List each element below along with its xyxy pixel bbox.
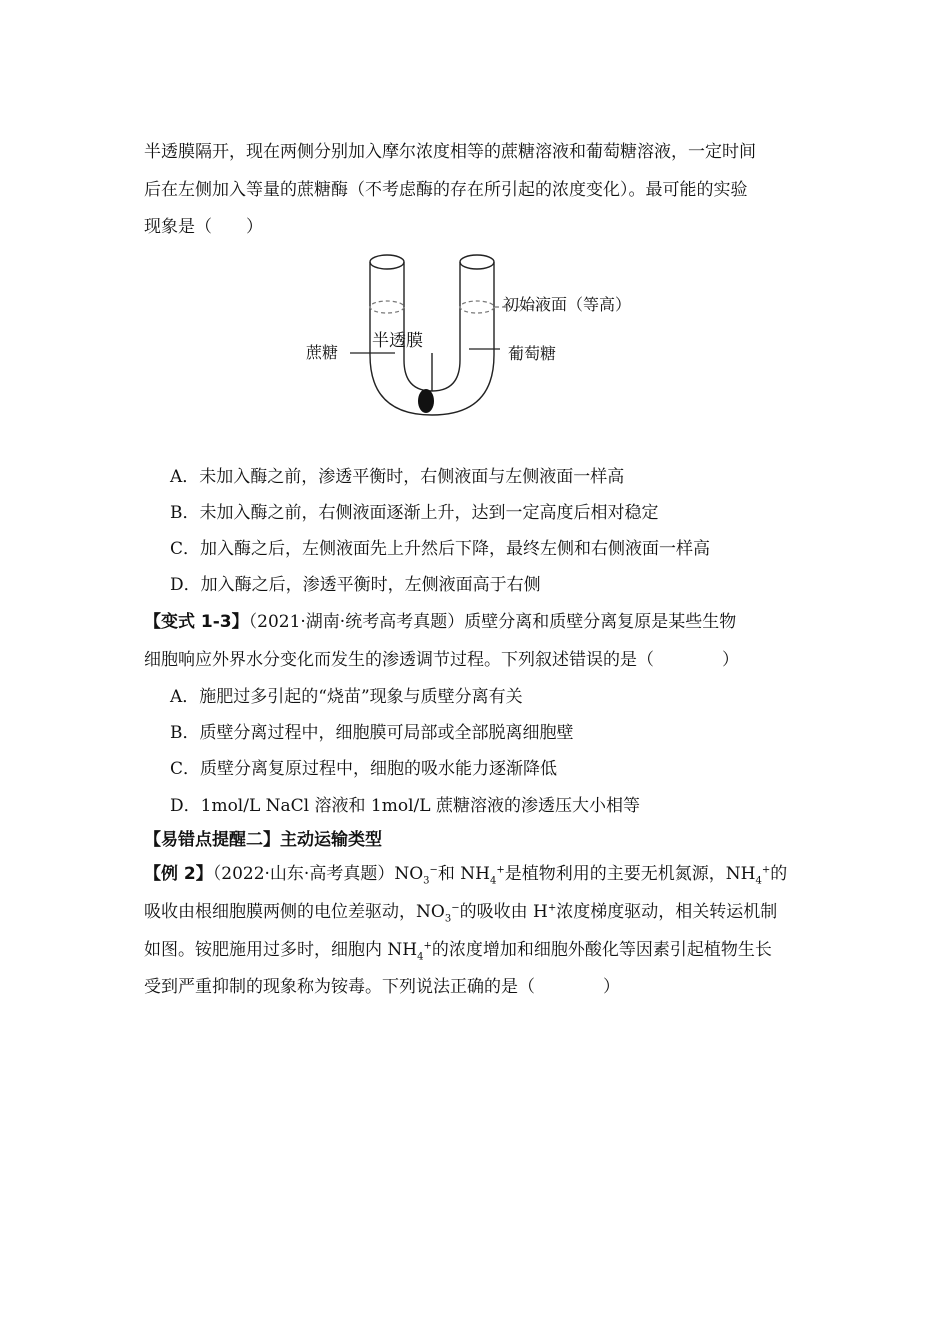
- q2-option-d: D．1mol/L NaCl 溶液和 1mol/L 蔗糖溶液的渗透压大小相等: [170, 796, 640, 816]
- q2-option-a: A．施肥过多引起的“烧苗”现象与质壁分离有关: [170, 687, 523, 707]
- superscript: +: [496, 864, 505, 876]
- q3-text: 和 NH: [437, 864, 491, 884]
- q3-text: 吸收由根细胞膜两侧的电位差驱动，NO: [144, 902, 445, 922]
- superscript: −: [451, 902, 460, 914]
- q2-option-c: C．质壁分离复原过程中，细胞的吸水能力逐渐降低: [170, 759, 558, 779]
- label-glucose: 葡萄糖: [508, 344, 557, 363]
- q1-option-d: D．加入酶之后，渗透平衡时，左侧液面高于右侧: [170, 575, 541, 595]
- superscript: −: [429, 864, 438, 876]
- superscript: +: [547, 902, 557, 914]
- q3-text: 浓度梯度驱动，相关转运机制: [556, 902, 778, 922]
- superscript: +: [761, 864, 771, 876]
- subscript: 4: [755, 875, 762, 887]
- subscript: 4: [490, 875, 497, 887]
- q2-stem-line-2: 细胞响应外界水分变化而发生的渗透调节过程。下列叙述错误的是（ ）: [144, 650, 739, 670]
- q2-option-b: B．质壁分离过程中，细胞膜可局部或全部脱离细胞壁: [170, 723, 574, 743]
- subscript: 3: [423, 875, 430, 887]
- q3-tag: 【例 2】: [144, 864, 213, 884]
- u-tube-diagram: [295, 245, 655, 425]
- q1-option-a: A．未加入酶之前，渗透平衡时，右侧液面与左侧液面一样高: [170, 467, 625, 487]
- subscript: 4: [417, 951, 424, 963]
- q3-text: 如图。铵肥施用过多时，细胞内 NH: [144, 940, 418, 960]
- q3-stem-line-2: [144, 900, 777, 924]
- q1-option-c: C．加入酶之后，左侧液面先上升然后下降，最终左侧和右侧液面一样高: [170, 539, 711, 559]
- superscript: +: [423, 940, 432, 952]
- q3-text: 的浓度增加和细胞外酸化等因素引起植物生长: [431, 940, 772, 960]
- q3-stem-line-3: [144, 938, 772, 962]
- q3-text: 的: [770, 864, 788, 884]
- q2-tag: 【变式 1-3】: [144, 612, 249, 632]
- subscript: 3: [444, 913, 452, 925]
- section-heading: 【易错点提醒二】主动运输类型: [144, 830, 382, 850]
- q3-stem-line-1: [144, 862, 787, 886]
- q1-stem-line-3: 现象是（ ）: [144, 217, 263, 237]
- q1-stem-line-2: 后在左侧加入等量的蔗糖酶（不考虑酶的存在所引起的浓度变化）。最可能的实验: [144, 180, 748, 200]
- q1-option-b: B．未加入酶之前，右侧液面逐渐上升，达到一定高度后相对稳定: [170, 503, 659, 523]
- q3-text: 的吸收由 H: [459, 902, 548, 922]
- q2-stem-line-1: [144, 610, 736, 634]
- q3-stem-line-4: 受到严重抑制的现象称为铵毒。下列说法正确的是（ ）: [144, 977, 620, 997]
- label-initial-level: 初始液面（等高）: [503, 295, 632, 314]
- q3-text: 是植物利用的主要无机氮源，NH: [504, 864, 756, 884]
- q3-text: （2022·山东·高考真题）NO: [212, 864, 424, 884]
- q1-stem-line-1: 半透膜隔开，现在两侧分别加入摩尔浓度相等的蔗糖溶液和葡萄糖溶液，一定时间: [144, 142, 756, 162]
- label-membrane: 半透膜: [372, 331, 423, 351]
- label-sucrose: 蔗糖: [306, 343, 339, 362]
- q2-stem-text: （2021·湖南·统考高考真题）质壁分离和质壁分离复原是某些生物: [248, 612, 737, 632]
